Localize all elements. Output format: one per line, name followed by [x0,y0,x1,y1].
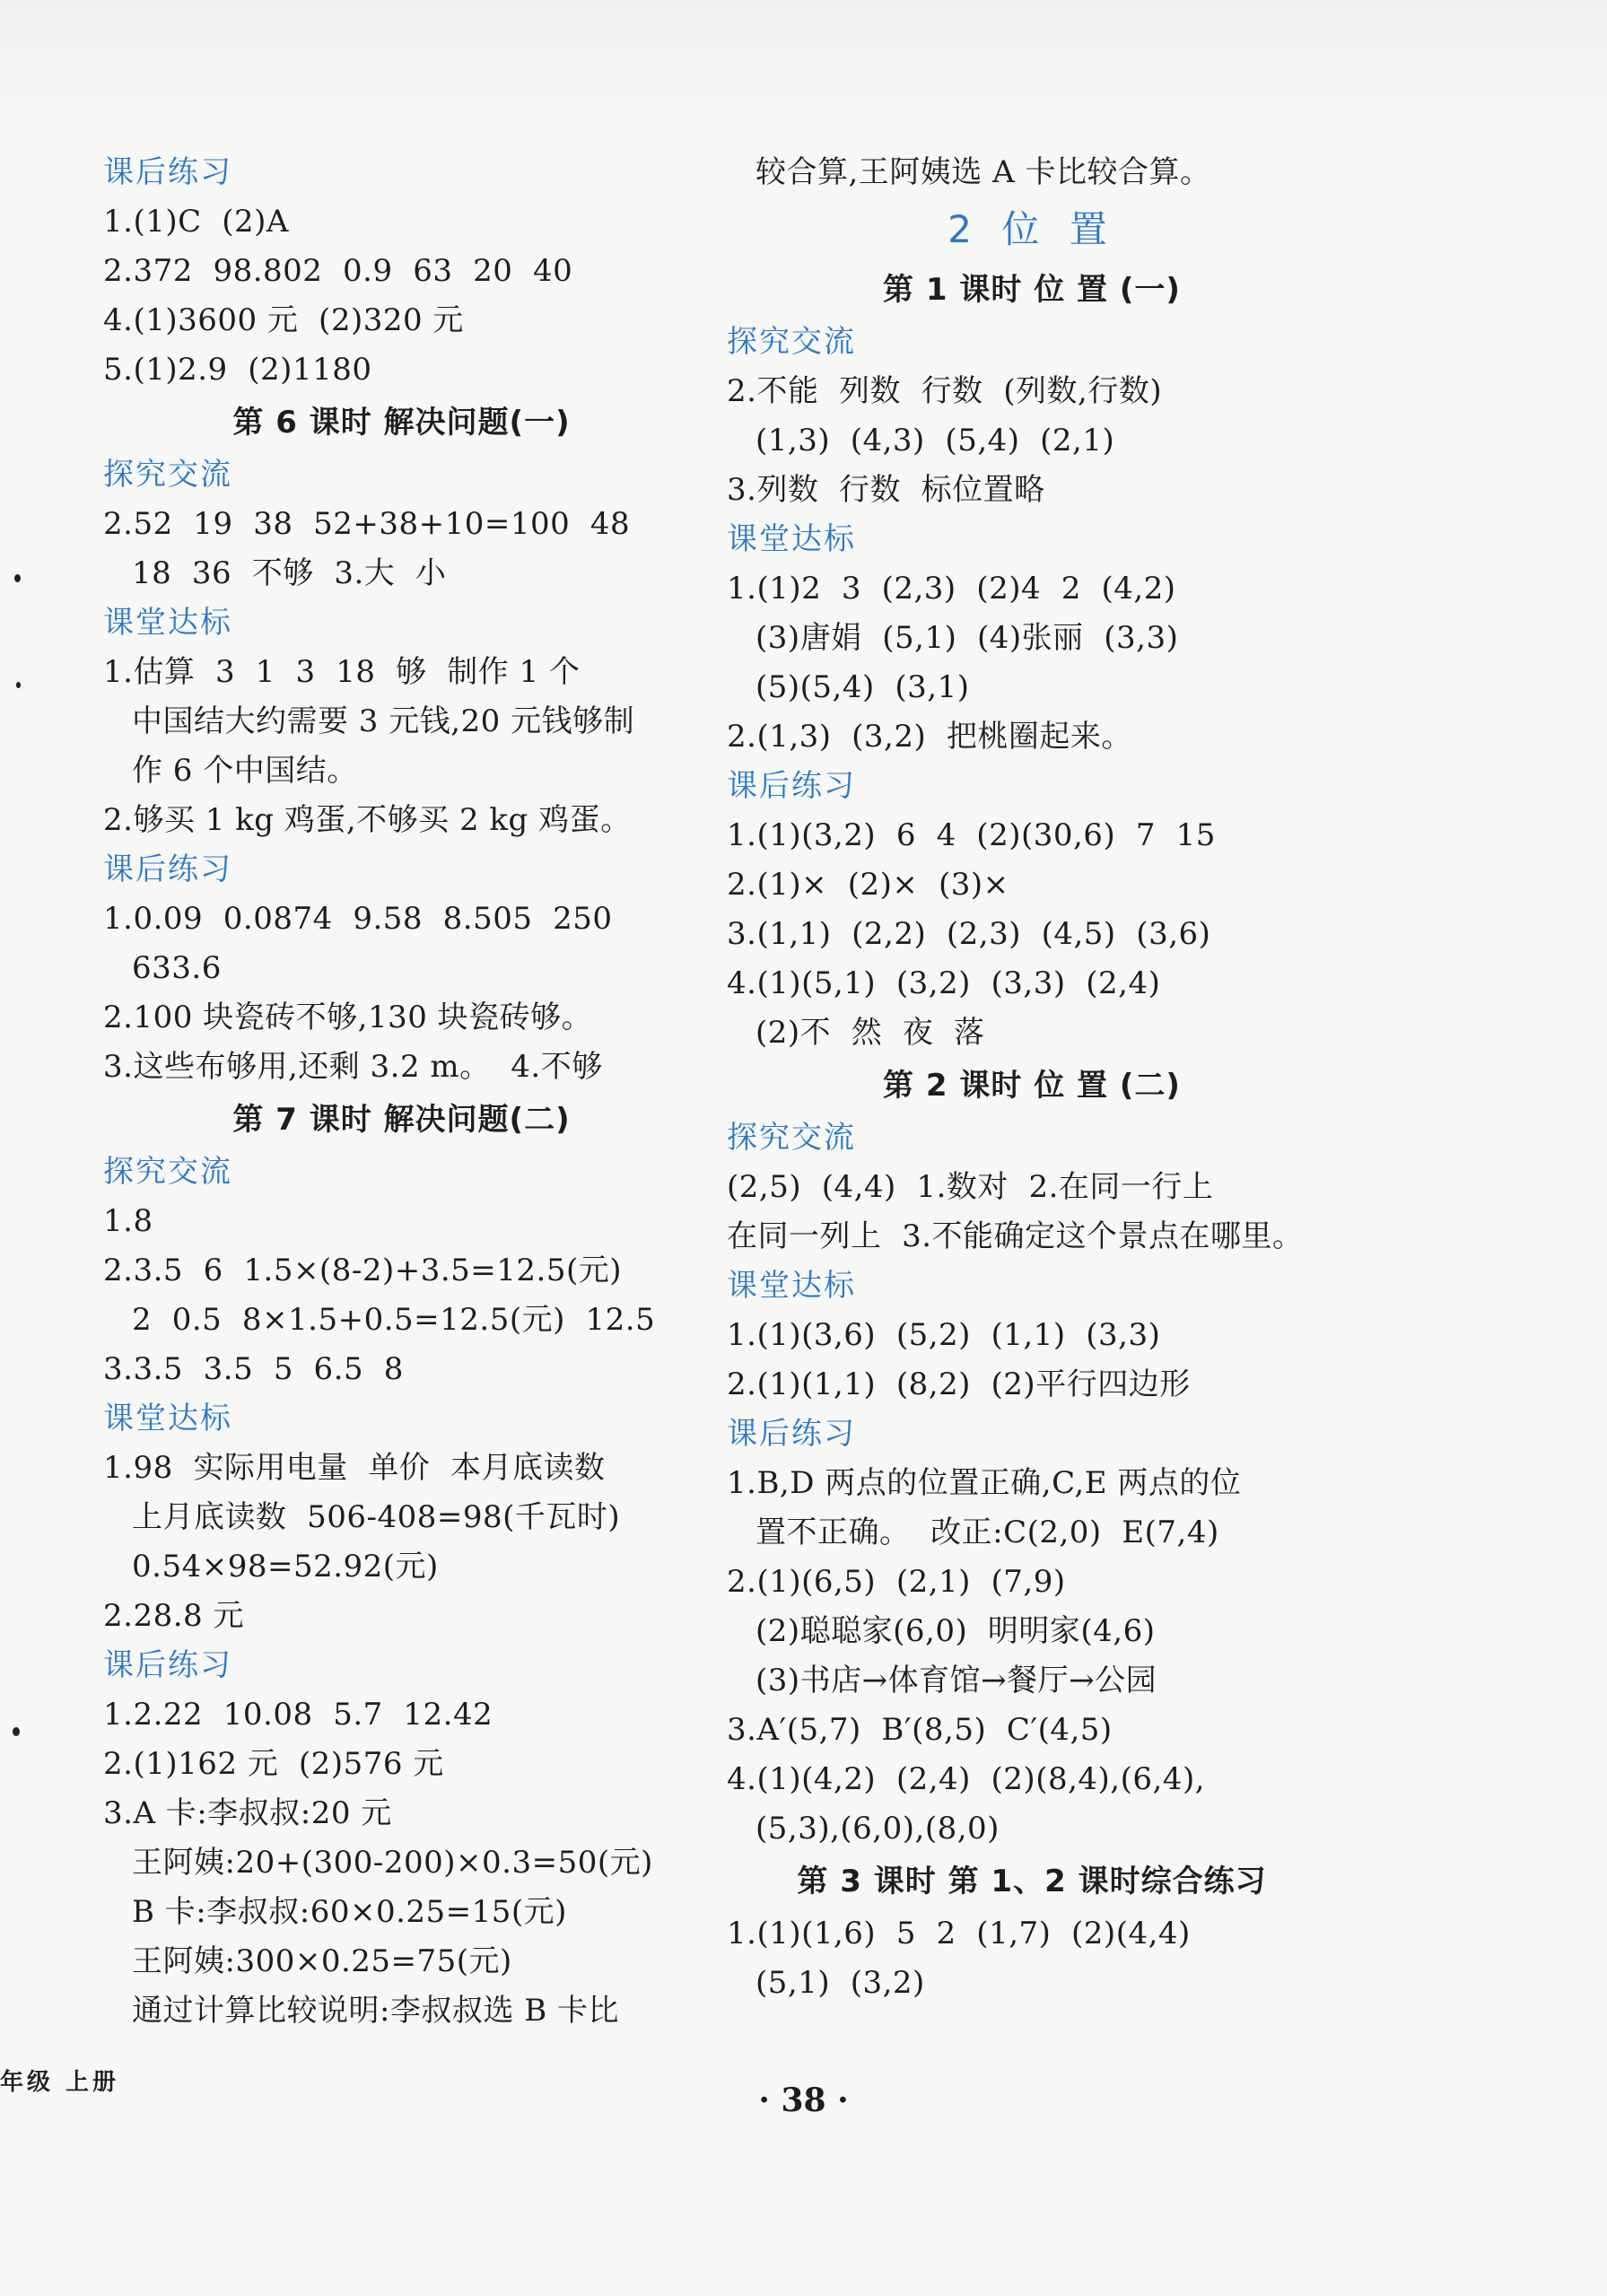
answer-line: (5,1) (3,2) [755,1965,925,2001]
answer-line: 1.(1)(3,2) 6 4 (2)(30,6) 7 15 [727,817,1216,853]
right-column [727,148,1337,2008]
answer-line: B 卡:李叔叔:60×0.25=15(元) [132,1894,567,1930]
answer-line: 2.够买 1 kg 鸡蛋,不够买 2 kg 鸡蛋。 [103,802,632,838]
grade-footer: 年级 上册 [0,2069,120,2096]
answer-line: 较合算,王阿姨选 A 卡比较合算。 [755,154,1211,190]
answer-line: 3.A′(5,7) B′(8,5) C′(4,5) [727,1712,1113,1748]
answer-line: 3.3.5 3.5 5 6.5 8 [103,1351,404,1387]
left-column [103,148,700,2036]
answer-line: 2.52 19 38 52+38+10=100 48 [103,506,631,542]
answer-line: 中国结大约需要 3 元钱,20 元钱够制 [132,703,635,739]
answer-line: 2.372 98.802 0.9 63 20 40 [103,253,573,289]
section-heading: 课后练习 [103,851,232,887]
answer-line: 作 6 个中国结。 [132,753,358,789]
answer-line: 2.不能 列数 行数 (列数,行数) [727,373,1163,409]
answer-line: 3.列数 行数 标位置略 [727,472,1045,508]
answer-line: (3)书店→体育馆→餐厅→公园 [755,1663,1157,1698]
answer-line: 1.估算 3 1 3 18 够 制作 1 个 [103,654,581,690]
answer-line: 633.6 [132,950,222,986]
answer-line: (2,5) (4,4) 1.数对 2.在同一行上 [727,1169,1214,1205]
scan-top-shading [0,0,1607,126]
answer-line: 1.(1)(1,6) 5 2 (1,7) (2)(4,4) [727,1916,1191,1951]
answer-line: 王阿姨:20+(300-200)×0.3=50(元) [132,1845,653,1881]
answer-line: 2.(1)(1,1) (8,2) (2)平行四边形 [727,1366,1191,1402]
answer-line: 1.(1)2 3 (2,3) (2)4 2 (4,2) [727,571,1176,607]
lesson-heading: 第 3 课时 第 1、2 课时综合练习 [797,1864,1267,1899]
answer-line: 4.(1)(4,2) (2,4) (2)(8,4),(6,4), [727,1761,1206,1797]
lesson-heading: 第 7 课时 解决问题(二) [232,1102,571,1138]
scan-mark [16,682,21,688]
lesson-heading: 第 6 课时 解决问题(一) [232,405,571,441]
answer-line: 1.(1)C (2)A [103,204,289,240]
answer-line: 3.A 卡:李叔叔:20 元 [103,1795,392,1831]
section-heading: 课堂达标 [727,521,856,557]
section-heading: 探究交流 [727,324,856,360]
section-heading: 课后练习 [103,1647,232,1683]
answer-line: 在同一列上 3.不能确定这个景点在哪里。 [727,1218,1304,1254]
section-heading: 探究交流 [727,1120,856,1156]
answer-line: 3.(1,1) (2,2) (2,3) (4,5) (3,6) [727,916,1211,952]
answer-line: (2)聪聪家(6,0) 明明家(4,6) [755,1613,1156,1649]
chapter-heading: 2 位 置 [948,207,1116,251]
page-number: · 38 · [758,2082,849,2119]
answer-line: 18 36 不够 3.大 小 [132,555,447,591]
answer-line: 1.B,D 两点的位置正确,C,E 两点的位 [727,1465,1242,1501]
answer-line: (5)(5,4) (3,1) [755,669,970,705]
answer-line: 1.(1)(3,6) (5,2) (1,1) (3,3) [727,1317,1161,1353]
section-heading: 课后练习 [727,1416,856,1452]
answer-line: 2.(1)162 元 (2)576 元 [103,1746,444,1782]
answer-line: 2.3.5 6 1.5×(8-2)+3.5=12.5(元) [103,1253,622,1288]
answer-line: 2.100 块瓷砖不够,130 块瓷砖够。 [103,1000,593,1035]
section-heading: 课后练习 [103,154,232,190]
answer-line: 4.(1)(5,1) (3,2) (3,3) (2,4) [727,965,1161,1001]
section-heading: 课堂达标 [103,1401,232,1436]
answer-line: 2.(1)(6,5) (2,1) (7,9) [727,1564,1066,1600]
answer-line: 2 0.5 8×1.5+0.5=12.5(元) 12.5 [132,1302,656,1338]
answer-line: 2.(1,3) (3,2) 把桃圈起来。 [727,719,1132,755]
section-heading: 课后练习 [727,768,856,804]
answer-line: 1.8 [103,1203,153,1239]
answer-line: 3.这些布够用,还剩 3.2 m。 4.不够 [103,1049,603,1085]
answer-line: (1,3) (4,3) (5,4) (2,1) [755,423,1115,458]
lesson-heading: 第 1 课时 位 置 (一) [883,272,1181,308]
section-heading: 探究交流 [103,1154,232,1190]
answer-line: 0.54×98=52.92(元) [132,1549,439,1585]
answer-line: 2.(1)× (2)× (3)× [727,867,1009,903]
scan-mark [14,574,21,582]
section-heading: 探究交流 [103,457,232,493]
answer-line: 4.(1)3600 元 (2)320 元 [103,302,464,338]
answer-line: 置不正确。 改正:C(2,0) E(7,4) [755,1515,1219,1550]
section-heading: 课堂达标 [103,605,232,641]
answer-line: (5,3),(6,0),(8,0) [755,1811,1000,1846]
answer-line: 1.2.22 10.08 5.7 12.42 [103,1697,493,1733]
answer-line: (2)不 然 夜 落 [755,1015,985,1051]
answer-line: 2.28.8 元 [103,1598,244,1634]
answer-line: 1.0.09 0.0874 9.58 8.505 250 [103,901,613,937]
lesson-heading: 第 2 课时 位 置 (二) [883,1068,1181,1104]
answer-line: 5.(1)2.9 (2)1180 [103,352,372,388]
answer-line: (3)唐娟 (5,1) (4)张丽 (3,3) [755,620,1179,656]
answer-line: 1.98 实际用电量 单价 本月底读数 [103,1450,606,1486]
scan-mark [13,1727,20,1736]
answer-line: 上月底读数 506-408=98(千瓦时) [132,1499,621,1535]
answer-line: 王阿姨:300×0.25=75(元) [132,1943,512,1979]
section-heading: 课堂达标 [727,1268,856,1304]
answer-line: 通过计算比较说明:李叔叔选 B 卡比 [132,1993,620,2029]
